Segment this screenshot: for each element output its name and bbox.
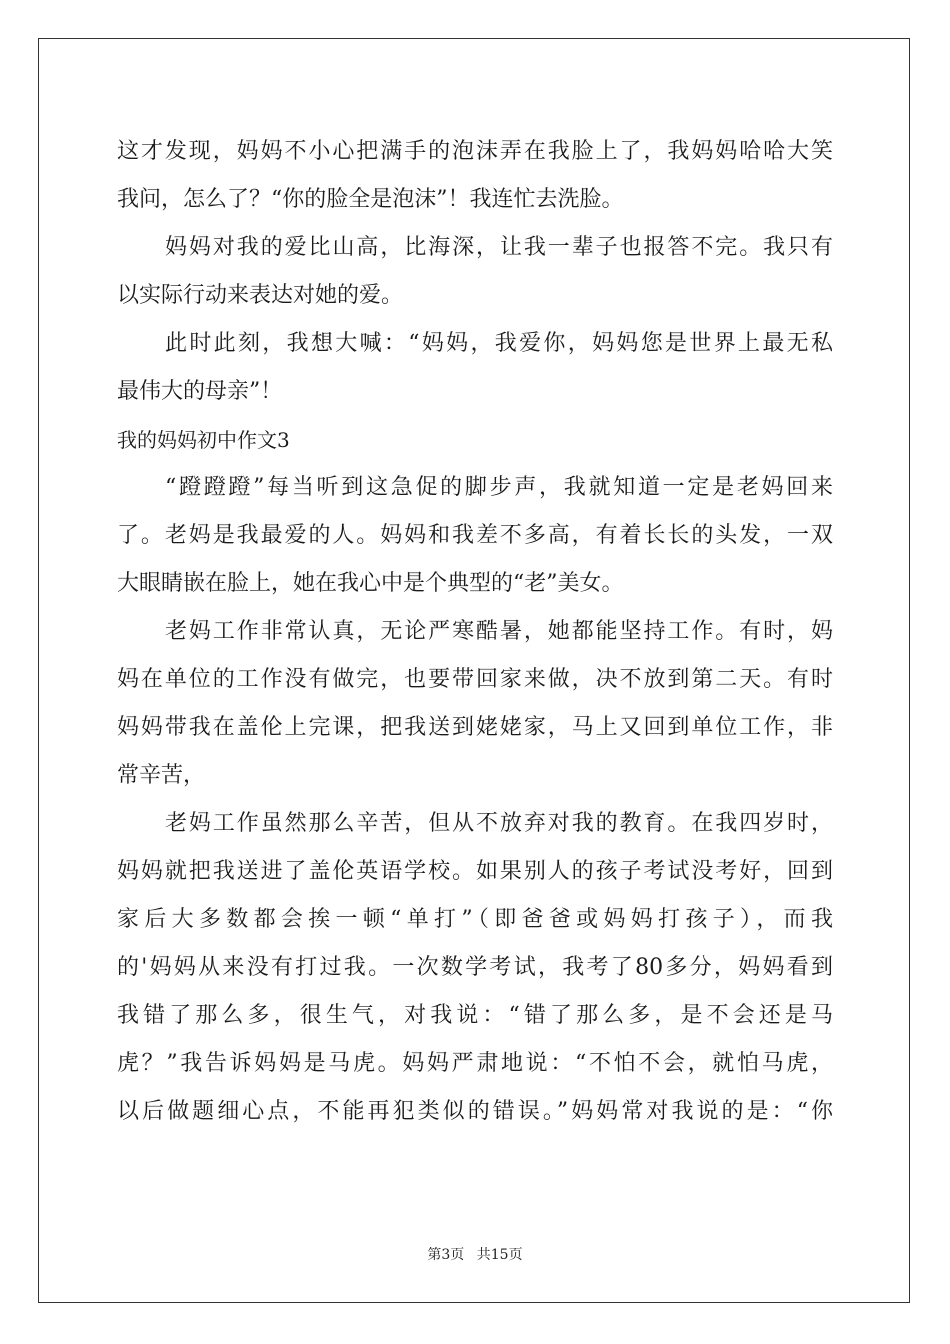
text-line: 家后大多数都会挨一顿“单打”（即爸爸或妈妈打孩子），而我 (117, 907, 833, 932)
text-line: 此时此刻，我想大喊：“妈妈，我爱你，妈妈您是世界上最无私 (165, 331, 833, 356)
text-line: 妈妈对我的爱比山高，比海深，让我一辈子也报答不完。我只有 (165, 235, 833, 260)
section-heading: 我的妈妈初中作文3 (117, 428, 290, 452)
text-line: “蹬蹬蹬”每当听到这急促的脚步声，我就知道一定是老妈回来 (165, 475, 833, 500)
text-line: 妈妈带我在盖伦上完课，把我送到姥姥家，马上又回到单位工作，非 (117, 715, 833, 740)
text-line: 妈妈就把我送进了盖伦英语学校。如果别人的孩子考试没考好，回到 (117, 859, 833, 884)
document-body (117, 128, 833, 1136)
text-line: 妈在单位的工作没有做完，也要带回家来做，决不放到第二天。有时 (117, 667, 833, 692)
page-number: 第3页 (427, 1247, 465, 1263)
text-line: 以实际行动来表达对她的爱。 (117, 283, 404, 308)
text-line: 老妈工作非常认真，无论严寒酷暑，她都能坚持工作。有时，妈 (165, 619, 833, 644)
text-line: 我问，怎么了？“你的脸全是泡沫”！我连忙去洗脸。 (117, 187, 624, 212)
text-line: 常辛苦， (117, 763, 206, 788)
text-line: 了。老妈是我最爱的人。妈妈和我差不多高，有着长长的头发，一双 (117, 523, 833, 548)
text-line: 以后做题细心点，不能再犯类似的错误。”妈妈常对我说的是：“你 (117, 1099, 833, 1124)
page-footer (0, 1244, 950, 1264)
page-total: 共15页 (476, 1247, 523, 1263)
text-line: 大眼睛嵌在脸上，她在我心中是个典型的“老”美女。 (117, 571, 624, 596)
text-line: 最伟大的母亲”！ (117, 379, 283, 404)
text-line: 虎？”我告诉妈妈是马虎。妈妈严肃地说：“不怕不会，就怕马虎， (117, 1051, 833, 1076)
text-line: 老妈工作虽然那么辛苦，但从不放弃对我的教育。在我四岁时， (165, 811, 833, 836)
text-line: 我错了那么多，很生气，对我说：“错了那么多，是不会还是马 (117, 1003, 833, 1028)
text-line: 这才发现，妈妈不小心把满手的泡沫弄在我脸上了，我妈妈哈哈大笑 (117, 139, 833, 164)
text-line: 的'妈妈从来没有打过我。一次数学考试，我考了80多分，妈妈看到 (117, 955, 833, 980)
